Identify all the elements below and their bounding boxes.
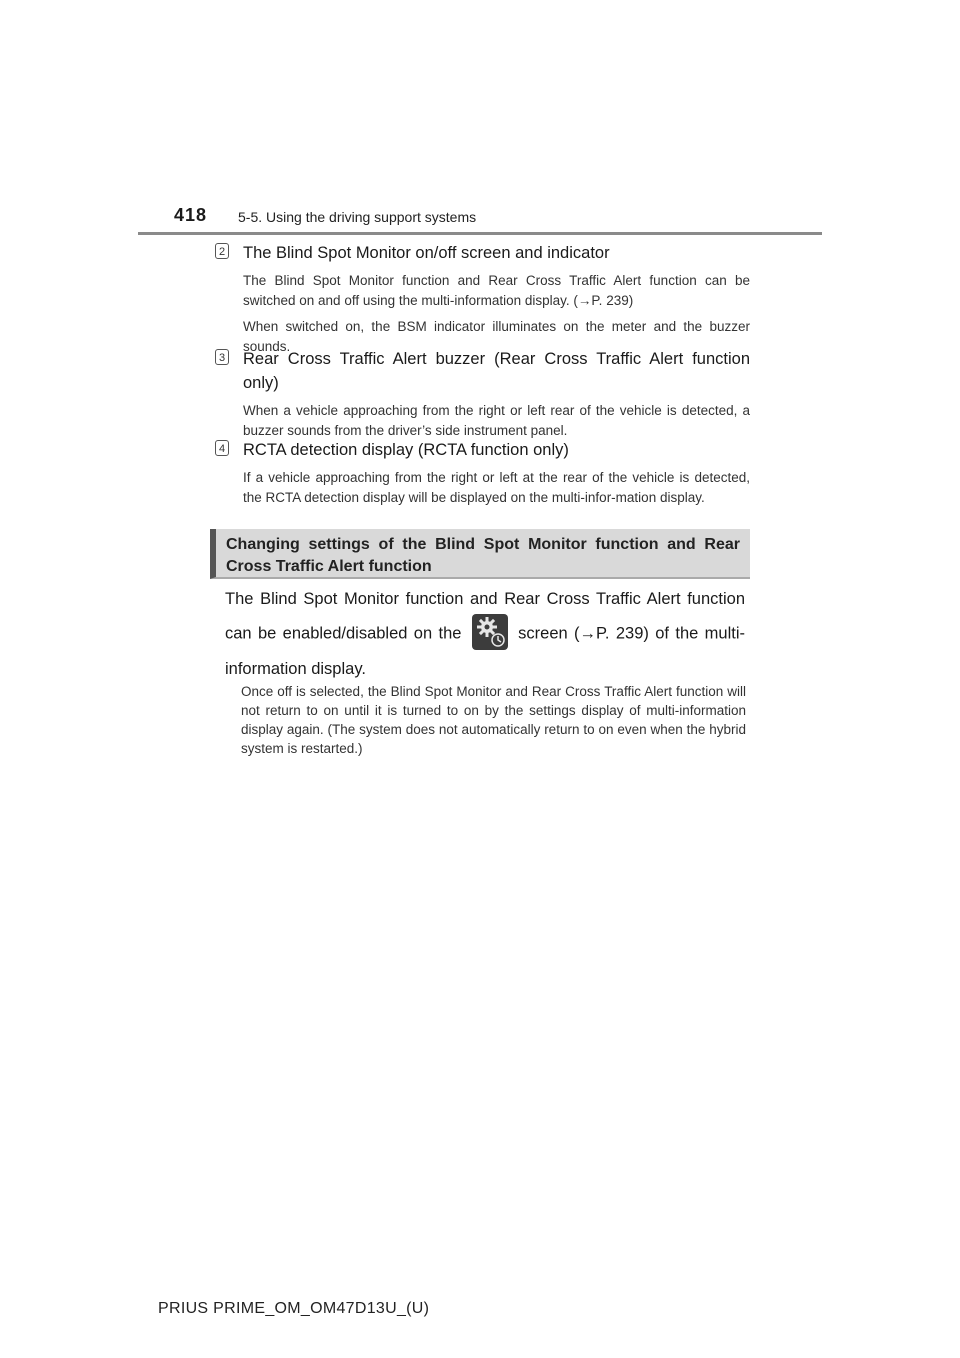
item-description (243, 271, 750, 357)
page-header (0, 0, 960, 240)
header-rule (138, 232, 822, 235)
item-paragraph: When a vehicle approaching from the right or left rear of the vehicle is detected, a buzzer sounds from the driver’s side instrument panel. (243, 403, 750, 438)
item-number-marker: 2 (215, 243, 229, 259)
page-number: 418 (174, 205, 208, 225)
body-paragraph (225, 582, 745, 686)
item-number-marker: 4 (215, 440, 229, 456)
item-title: The Blind Spot Monitor on/off screen and indicator (243, 244, 610, 262)
item-number-marker: 3 (215, 349, 229, 365)
section-heading: Changing settings of the Blind Spot Monitor function and Rear Cross Traffic Alert function (226, 536, 740, 575)
body-text-before-icon: The Blind Spot Monitor function and Rear Cross Traffic Alert function can be enabled/disabled on the (225, 590, 745, 643)
item-paragraph: When switched on, the BSM indicator illuminates on the meter and the buzzer sounds. (243, 319, 750, 354)
list-item-4 (215, 438, 750, 514)
gear-icon (472, 614, 508, 650)
document-footer: PRIUS PRIME_OM_OM47D13U_(U) (158, 1300, 430, 1317)
settings-gear-icon (472, 614, 508, 650)
section-heading-bar (210, 529, 750, 579)
item-title: RCTA detection display (RCTA function only) (243, 441, 569, 459)
item-description (243, 468, 750, 508)
item-paragraph: The Blind Spot Monitor function and Rear Cross Traffic Alert function can be switched on and off using the multi-information display. (→P. 239) (243, 273, 750, 308)
list-item-2 (215, 241, 750, 363)
item-title: Rear Cross Traffic Alert buzzer (Rear Cross Traffic Alert function only) (243, 350, 750, 392)
body-text-after-icon: screen (→P. 239) of the multi-information display. (225, 624, 745, 678)
list-item-3 (215, 347, 750, 447)
item-paragraph: If a vehicle approaching from the right or left at the rear of the vehicle is detected, the RCTA detection display will be displayed on the multi-infor-mation display. (243, 470, 750, 505)
item-description (243, 401, 750, 441)
section-title: 5-5. Using the driving support systems (238, 209, 477, 225)
note-paragraph: Once off is selected, the Blind Spot Monitor and Rear Cross Traffic Alert function will not return to on until it is turned to on by the settings display of multi-information display again. (The system does not automatically return to on even when the hybrid system is restarted.) (241, 684, 746, 756)
